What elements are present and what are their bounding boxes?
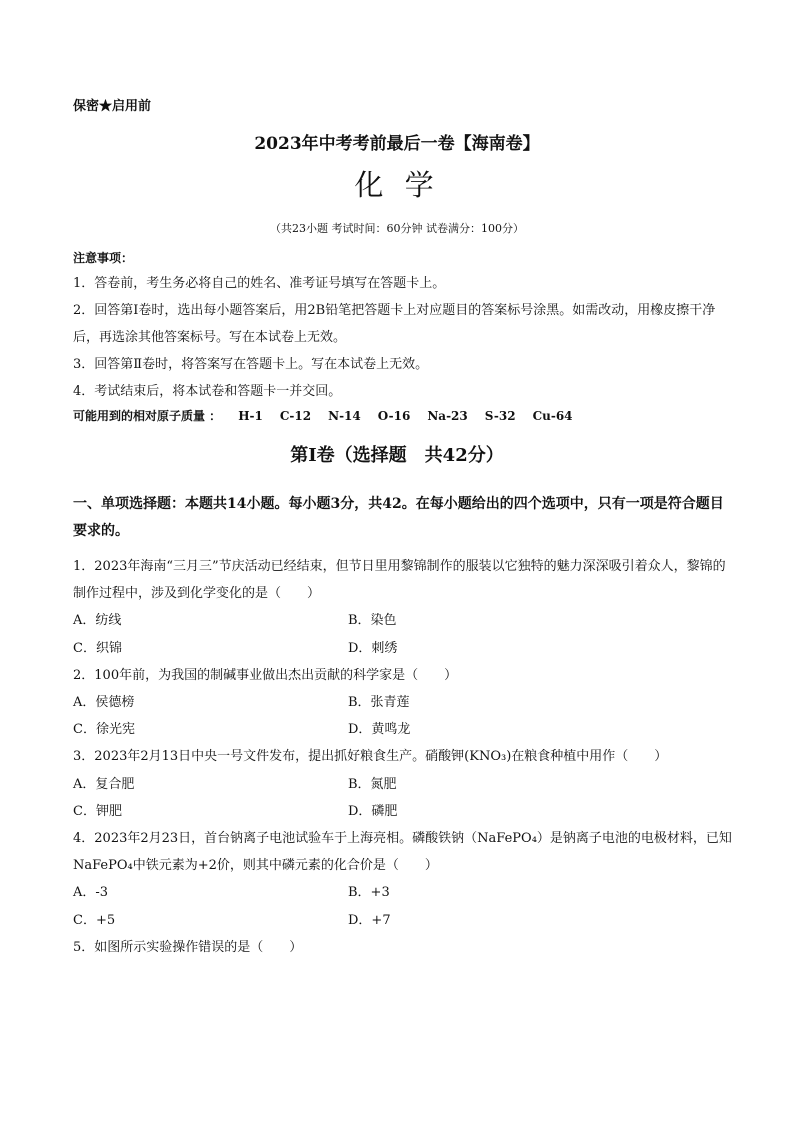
option: B．张青莲 (348, 695, 410, 711)
question (73, 743, 733, 825)
question-list (73, 553, 733, 961)
atomic-mass-element: Na-23 (427, 409, 468, 423)
question-stem: 1．2023年海南“三月三”节庆活动已经结束，但节日里用黎锦制作的服装以它独特的魅力深深吸引着众人，黎锦的制作过程中，涉及到化学变化的是（ ） (73, 559, 726, 602)
option-grid (73, 771, 733, 825)
confidential-label: 保密★启用前 (73, 99, 152, 114)
atomic-mass-line (73, 407, 753, 424)
atomic-mass-element: N-14 (328, 409, 361, 423)
exam-title: 2023年中考考前最后一卷【海南卷】 (254, 134, 540, 154)
question (73, 553, 733, 662)
option-grid (73, 879, 733, 933)
option: D．+7 (348, 912, 391, 928)
option: C．徐光宪 (73, 722, 135, 738)
atomic-mass-label: 可能用到的相对原子质量 ： (73, 409, 222, 423)
atomic-mass-element: S-32 (484, 409, 516, 423)
notes-list (73, 270, 723, 405)
atomic-mass-element: O-16 (377, 409, 411, 423)
question-stem: 3．2023年2月13日中央一号文件发布，提出抓好粮食生产。硝酸钾(KNO₃)在粮食种植中用作（ ） (73, 749, 668, 765)
part-title: 第Ⅰ卷（选择题 共42分） (290, 445, 504, 466)
option: A．复合肥 (73, 776, 135, 792)
question-stem: 5．如图所示实验操作错误的是（ ） (73, 939, 303, 955)
option: D．黄鸣龙 (348, 722, 411, 738)
question-stem: 4．2023年2月23日，首台钠离子电池试验车于上海亮相。磷酸铁钠（NaFePO₄）是钠离子电池的电极材料，已知NaFePO₄中铁元素为+2价，则其中磷元素的化合价是（ ） (73, 831, 732, 874)
question (73, 825, 733, 934)
option: A．纺线 (73, 613, 122, 629)
option: B．染色 (348, 613, 397, 629)
exam-info: （共23小题 考试时间：60分钟 试卷满分：100分） (270, 222, 524, 235)
note-item: 3．回答第Ⅱ卷时，将答案写在答题卡上。写在本试卷上无效。 (73, 357, 429, 372)
option: B．+3 (348, 885, 390, 901)
subject-title: 化 学 (354, 168, 440, 202)
option: B．氮肥 (348, 776, 397, 792)
note-item: 4．考试结束后，将本试卷和答题卡一并交回。 (73, 384, 342, 399)
option: C．钾肥 (73, 803, 122, 819)
note-item: 2．回答第Ⅰ卷时，选出每小题答案后，用2B铅笔把答题卡上对应题目的答案标号涂黑。如需改动，用橡皮擦干净后，再选涂其他答案标号。写在本试卷上无效。 (73, 303, 716, 345)
note-item: 1．答卷前，考生务必将自己的姓名、准考证号填写在答题卡上。 (73, 276, 446, 291)
option-grid (73, 689, 733, 743)
question (73, 934, 733, 961)
option: D．磷肥 (348, 803, 398, 819)
option: C．+5 (73, 912, 116, 928)
notes-title: 注意事项： (73, 251, 134, 265)
question (73, 662, 733, 744)
atomic-mass-element: C-12 (279, 409, 312, 423)
option: A．侯德榜 (73, 695, 135, 711)
atomic-mass-element: Cu-64 (532, 409, 573, 423)
option-grid (73, 607, 733, 661)
section-heading: 一、单项选择题：本题共14小题。每小题3分，共42。在每小题给出的四个选项中，只有一项是符合题目要求的。 (73, 496, 724, 539)
option: D．刺绣 (348, 640, 398, 656)
option: C．织锦 (73, 640, 122, 656)
atomic-mass-element: H-1 (238, 409, 263, 423)
option: A．-3 (73, 885, 109, 901)
question-stem: 2．100年前，为我国的制碱事业做出杰出贡献的科学家是（ ） (73, 667, 458, 683)
